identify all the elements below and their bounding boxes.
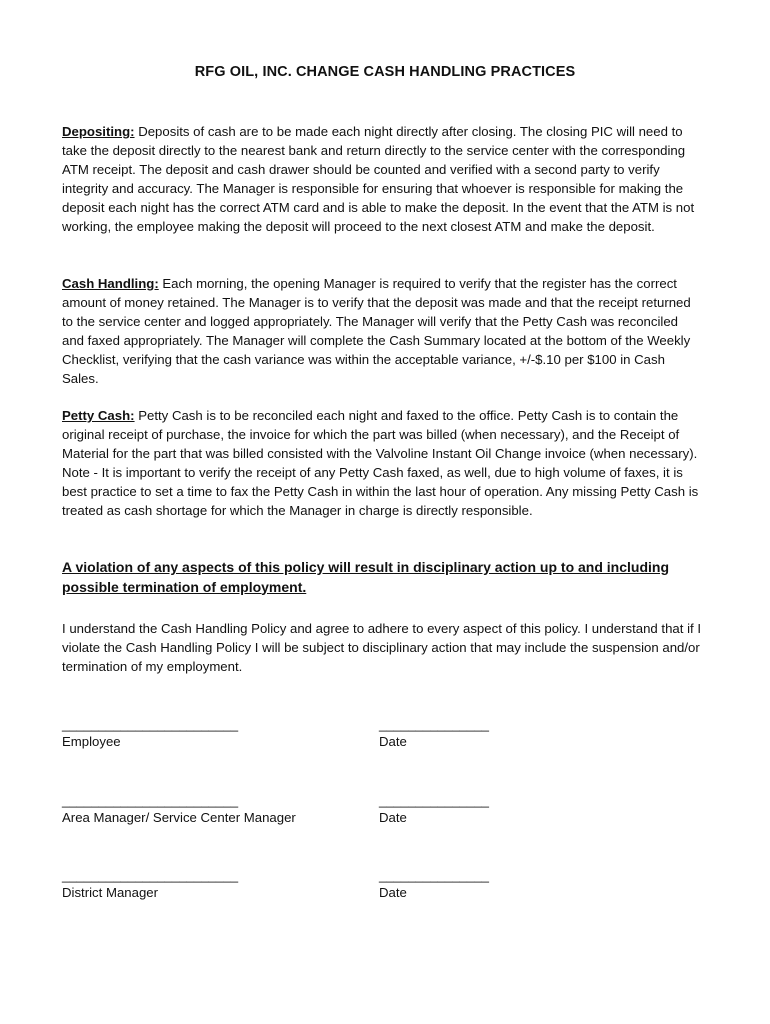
- policy-violation-warning: A violation of any aspects of this policy will result in disciplinary action up to and including possible termination of employment.: [62, 559, 670, 595]
- cash-handling-label: Cash Handling:: [62, 276, 159, 291]
- petty-cash-section: [62, 406, 702, 520]
- depositing-section: [62, 122, 702, 236]
- employee-label: Employee: [62, 734, 121, 749]
- petty-cash-note: Note - It is important to verify the receipt of any Petty Cash faxed, as well, due to high volume of faxes, it is best practice to set a time to fax the Petty Cash in within the last hour of operation. Any missing Petty Cash is treated as cash shortage for which the Manager in charge is directly responsible.: [62, 465, 699, 518]
- area-manager-signature-line: ________________________: [62, 793, 239, 808]
- cash-handling-text: Each morning, the opening Manager is required to verify that the register has the correct amount of money retained. The Manager is to verify that the deposit was made and that the receipt returned to the service center and logged appropriately. The Manager will verify that the Petty Cash was reconciled and faxed appropriately. The Manager will complete the Cash Summary located at the bottom of the Weekly Checklist, verifying that the cash variance was within the acceptable variance, +/-$.10 per $100 in Cash Sales.: [62, 276, 691, 386]
- acknowledgement-text: I understand the Cash Handling Policy and agree to adhere to every aspect of this policy. I understand that if I violate the Cash Handling Policy I will be subject to disciplinary action that may include the suspension and/or termination of my employment.: [62, 621, 702, 674]
- district-manager-signature-line: ________________________: [62, 868, 239, 883]
- area-manager-label: Area Manager/ Service Center Manager: [62, 810, 296, 825]
- area-manager-date-line: _______________: [379, 793, 490, 808]
- petty-cash-label: Petty Cash:: [62, 408, 135, 423]
- district-manager-date-label: Date: [379, 885, 407, 900]
- district-manager-date-line: _______________: [379, 868, 490, 883]
- area-manager-date-label: Date: [379, 810, 407, 825]
- employee-date-line: _______________: [379, 717, 490, 732]
- employee-signature-line: ________________________: [62, 717, 239, 732]
- depositing-text: Deposits of cash are to be made each night directly after closing. The closing PIC will need to take the deposit directly to the nearest bank and return directly to the service center with the corresponding ATM receipt. The deposit and cash drawer should be counted and verified with a second party to verify integrity and accuracy. The Manager is responsible for ensuring that whoever is responsible for making the deposit each night has the correct ATM card and is able to make the deposit. In the event that the ATM is not working, the employee making the deposit will proceed to the next closest ATM and make the deposit.: [62, 124, 695, 234]
- district-manager-label: District Manager: [62, 885, 159, 900]
- cash-handling-section: [62, 274, 702, 388]
- document-title: RFG OIL, INC. CHANGE CASH HANDLING PRACTICES: [194, 64, 576, 80]
- employee-date-label: Date: [379, 734, 407, 749]
- depositing-label: Depositing:: [62, 124, 135, 139]
- petty-cash-text: Petty Cash is to be reconciled each night and faxed to the office. Petty Cash is to contain the original receipt of purchase, the invoice for which the part was billed (when necessary), and the Receipt of Material for the part that was billed consisted with the Valvoline Instant Oil Change invoice (when necessary).: [62, 408, 698, 461]
- petty-cash-paragraph: [62, 406, 702, 463]
